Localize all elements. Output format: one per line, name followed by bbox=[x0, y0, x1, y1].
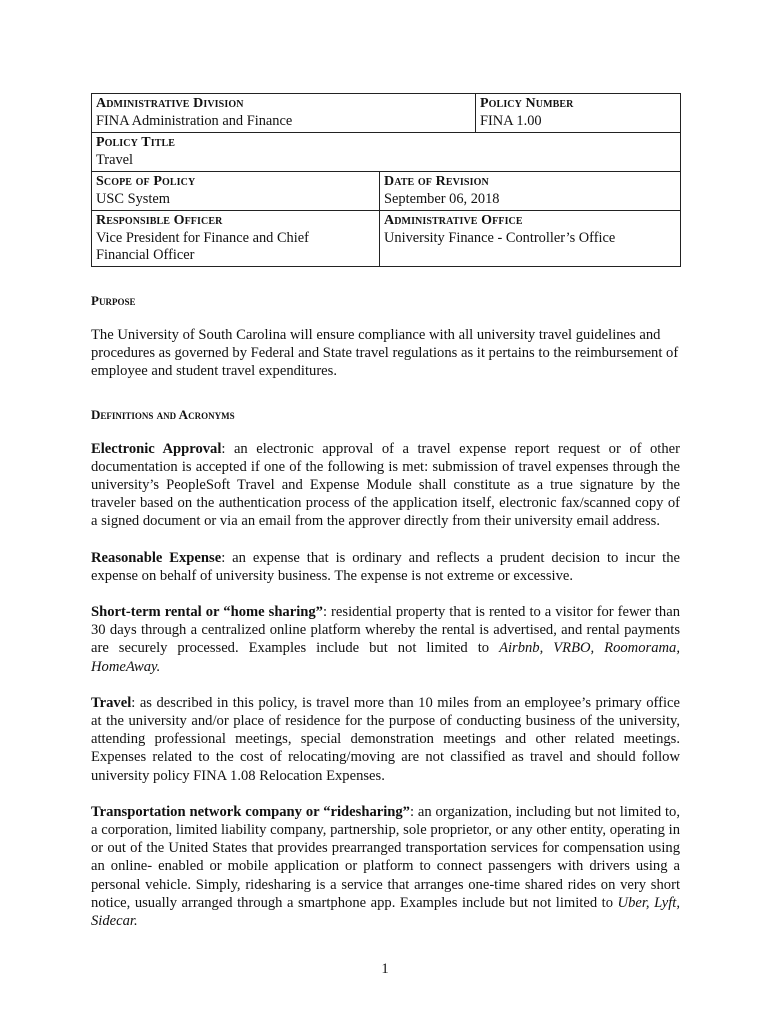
office-cell bbox=[380, 211, 681, 267]
admin-division-label: Administrative Division bbox=[96, 96, 244, 111]
officer-value-line2: Financial Officer bbox=[96, 247, 195, 263]
definitions-heading: Definitions and Acronyms bbox=[91, 406, 235, 422]
term-ridesharing: Transportation network company or “ridesharing” bbox=[91, 803, 410, 820]
officer-value-line1: Vice President for Finance and Chief bbox=[96, 230, 309, 246]
scope-cell bbox=[92, 172, 380, 211]
officer-label: Responsible Officer bbox=[96, 213, 223, 228]
examples-short-term-rental: Airbnb, VRBO, Roomorama, HomeAway. bbox=[91, 640, 680, 675]
scope-value: USC System bbox=[96, 191, 170, 207]
term-electronic-approval: Electronic Approval bbox=[91, 440, 222, 457]
text-travel: : as described in this policy, is travel more than 10 miles from an employee’s primary office at the university and/or place of residence for the purpose of conducting business of the university, attending professional meetings, special demonstration meetings and other related meetings. Expenses related to the cost of relocating/moving are not classified as travel and should follow university policy FINA 1.08 Relocation Expenses. bbox=[91, 694, 680, 784]
policy-number-cell bbox=[476, 94, 681, 133]
document-page bbox=[91, 93, 680, 930]
policy-title-cell bbox=[92, 133, 681, 172]
office-value: University Finance - Controller’s Office bbox=[384, 230, 616, 246]
text-reasonable-expense: : an expense that is ordinary and reflects a prudent decision to incur the expense on behalf of university business. The expense is not extreme or excessive. bbox=[91, 549, 681, 584]
scope-label: Scope of Policy bbox=[96, 174, 196, 189]
policy-number-value: FINA 1.00 bbox=[480, 113, 542, 129]
definition-reasonable-expense bbox=[91, 549, 680, 585]
text-ridesharing: : an organization, including but not limited to, a corporation, limited liability company, partnership, sole proprietor, or any other entity, operating in or out of the United States that provides prearranged transportation services for compensation using an online- enabled or mobile application or platform to connect passengers with drivers using a personal vehicle. Simply, ridesharing is a service that arranges one-time shared rides on very short notice, usually arranged through a smartphone app. Examples include but not limited to bbox=[91, 803, 680, 911]
term-travel: Travel bbox=[91, 694, 132, 711]
policy-title-label: Policy Title bbox=[96, 135, 176, 150]
purpose-heading: Purpose bbox=[91, 293, 136, 308]
examples-ridesharing: Uber, Lyft, Sidecar. bbox=[91, 894, 680, 930]
revision-value: September 06, 2018 bbox=[384, 191, 500, 207]
definition-short-term-rental bbox=[91, 603, 680, 676]
revision-cell bbox=[380, 172, 681, 211]
definition-electronic-approval bbox=[91, 440, 680, 531]
term-reasonable-expense: Reasonable Expense bbox=[91, 549, 222, 566]
admin-division-cell bbox=[92, 94, 476, 133]
text-short-term-rental: : residential property that is rented to a visitor for fewer than 30 days through a centralized online platform whereby the rental is advertised, and rental payments are securely processed. Examples include but not limited to bbox=[91, 604, 681, 657]
text-electronic-approval: : an electronic approval of a travel expense report request or of other documentation is accepted if one of the following is met: submission of travel expenses through the university’s PeopleSoft Travel and Expense Module shall constitute as a true signature by the traveler based on the authentication process of the application itself, electronic fax/scanned copy of a signed document or via an email from the approver directly from their university email address. bbox=[91, 440, 680, 530]
admin-division-value: FINA Administration and Finance bbox=[96, 113, 293, 129]
definition-ridesharing bbox=[91, 803, 680, 930]
policy-number-label: Policy Number bbox=[480, 96, 574, 111]
definition-travel bbox=[91, 694, 680, 785]
policy-title-value: Travel bbox=[96, 152, 134, 168]
officer-cell bbox=[92, 211, 380, 267]
policy-header-table bbox=[91, 93, 681, 267]
term-short-term-rental: Short-term rental or “home sharing” bbox=[91, 604, 323, 621]
purpose-text: The University of South Carolina will ensure compliance with all university travel guidelines and procedures as governed by Federal and State travel regulations as it pertains to the reimbursement of employee and student travel expenditures. bbox=[91, 327, 679, 380]
page-number: 1 bbox=[381, 961, 389, 977]
revision-label: Date of Revision bbox=[384, 174, 489, 189]
office-label: Administrative Office bbox=[384, 213, 523, 228]
